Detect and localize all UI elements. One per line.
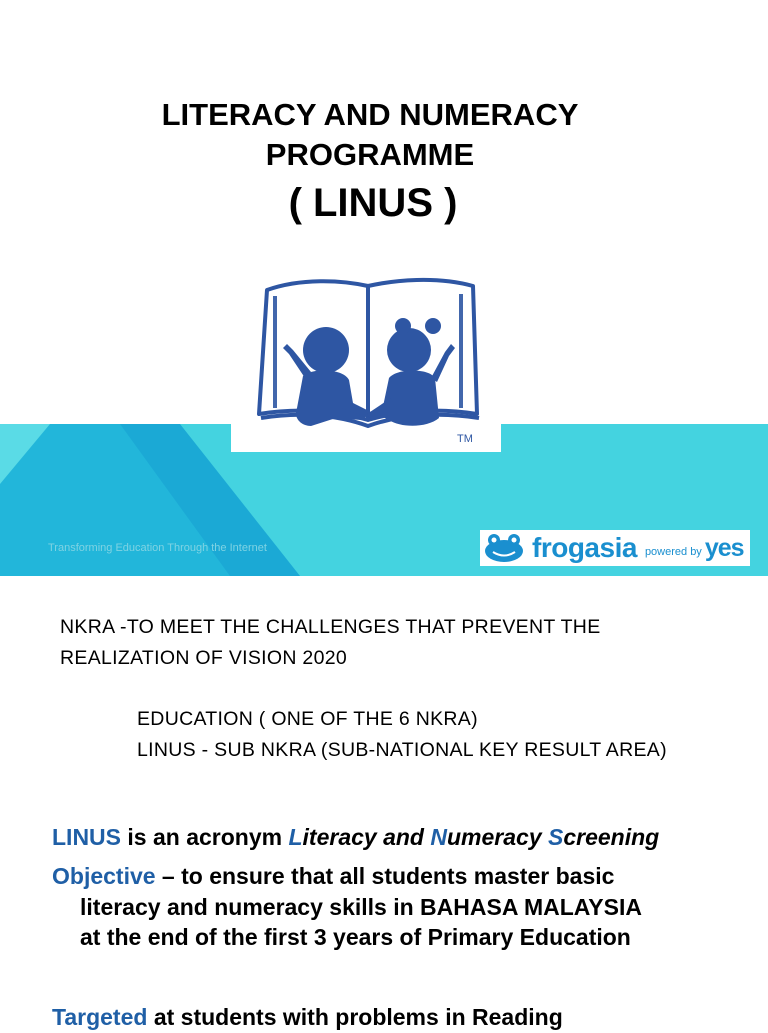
acronym-word-literacy: iteracy and — [302, 824, 431, 850]
frog-icon — [482, 533, 526, 563]
objective-text: – to ensure that all students master basic — [155, 863, 615, 889]
targeted-text: at students with problems in Reading — [147, 1004, 563, 1030]
acronym-letter-l: L — [288, 824, 303, 850]
nkra-paragraph — [60, 612, 740, 674]
objective-line2: literacy and numeracy skills in BAHASA MALAYSIA — [80, 894, 642, 920]
linus-book-children-logo — [231, 268, 501, 452]
objective-term: Objective — [52, 863, 156, 889]
acronym-word-numeracy: umeracy — [447, 824, 549, 850]
nkra-line1: NKRA -TO MEET THE CHALLENGES THAT PREVENT THE — [60, 616, 601, 638]
slide-title-line1: LITERACY AND NUMERACY — [161, 97, 579, 132]
education-line2: LINUS - SUB NKRA (SUB-NATIONAL KEY RESULT AREA) — [137, 739, 667, 761]
targeted-line — [52, 1002, 563, 1033]
acronym-intro: is an acronym — [121, 824, 289, 850]
tagline: Transforming Education Through the Internet — [48, 542, 267, 554]
linus-term: LINUS — [52, 824, 121, 850]
education-line1: EDUCATION ( ONE OF THE 6 NKRA) — [137, 708, 478, 730]
linus-acronym-line — [52, 822, 659, 853]
acronym-letter-s: S — [548, 824, 564, 850]
linus-logo — [231, 268, 501, 452]
slide-title-acronym: ( LINUS ) — [288, 181, 458, 225]
acronym-letter-n: N — [430, 824, 447, 850]
targeted-term: Targeted — [52, 1004, 148, 1030]
powered-by-label: powered by — [644, 546, 702, 558]
nkra-line2: REALIZATION OF VISION 2020 — [60, 647, 348, 669]
trademark-mark: TM — [457, 433, 473, 445]
frogasia-logo — [480, 530, 750, 566]
acronym-word-screening: creening — [563, 824, 660, 850]
education-paragraph — [137, 704, 757, 766]
objective-line3: at the end of the first 3 years of Primary Education — [80, 924, 631, 950]
slide-title-line2: PROGRAMME — [265, 137, 475, 172]
frogasia-wordmark: frogasia — [532, 532, 637, 563]
objective-line1 — [52, 861, 614, 892]
yes-wordmark: yes — [704, 533, 744, 562]
